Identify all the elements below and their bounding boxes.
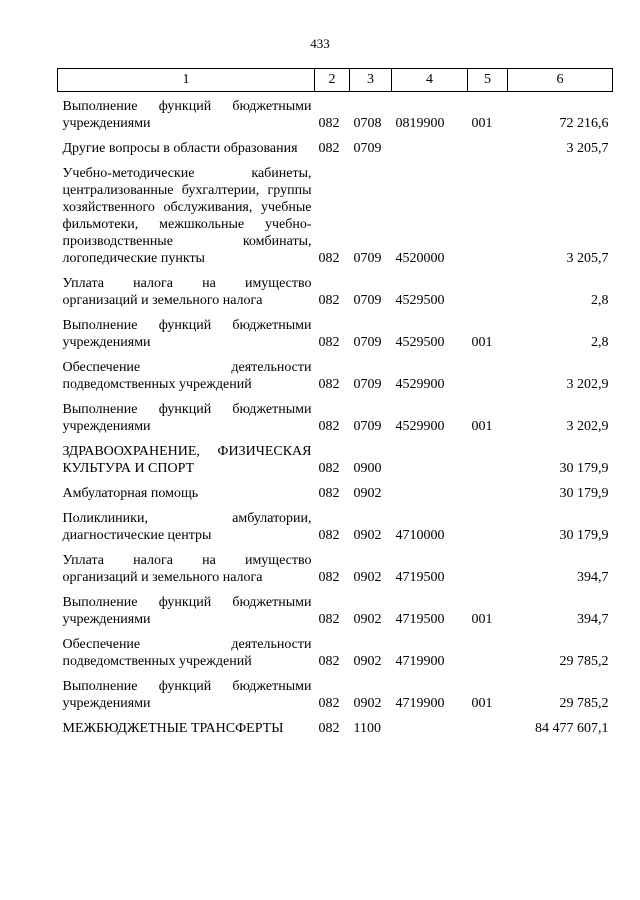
table-row <box>58 157 613 267</box>
row-description: Выполнение функций бюджетными учреждениями <box>62 99 312 131</box>
expense-type-code: 001 <box>471 116 493 131</box>
admin-code: 082 <box>318 696 340 711</box>
row-description: ЗДРАВООХРАНЕНИЕ, ФИЗИЧЕСКАЯ КУЛЬТУРА И СПОРТ <box>62 444 312 476</box>
target-article-code: 4719500 <box>395 570 445 585</box>
amount: 3 202,9 <box>566 419 609 434</box>
section-code: 0708 <box>353 116 382 131</box>
amount: 84 477 607,1 <box>535 721 609 736</box>
row-description: Уплата налога на имущество организаций и земельного налога <box>62 276 312 308</box>
table-row <box>58 309 613 351</box>
row-description: Амбулаторная помощь <box>62 486 199 501</box>
amount: 72 216,6 <box>559 116 609 131</box>
target-article-code: 0819900 <box>395 116 445 131</box>
row-description: Выполнение функций бюджетными учреждениями <box>62 679 312 711</box>
expense-type-code <box>468 351 508 393</box>
target-article-code: 4529500 <box>395 293 445 308</box>
expense-type-code <box>468 267 508 309</box>
amount: 2,8 <box>591 335 609 350</box>
section-code: 0902 <box>353 612 382 627</box>
target-article-code: 4520000 <box>395 251 445 266</box>
column-header: 5 <box>468 69 508 92</box>
amount: 29 785,2 <box>559 654 609 669</box>
target-article-code: 4529900 <box>395 377 445 392</box>
target-article-code <box>392 712 468 737</box>
admin-code: 082 <box>318 486 340 501</box>
admin-code: 082 <box>318 377 340 392</box>
target-article-code: 4719900 <box>395 654 445 669</box>
amount: 30 179,9 <box>559 486 609 501</box>
section-code: 1100 <box>353 721 381 736</box>
expense-type-code: 001 <box>471 612 493 627</box>
column-header: 2 <box>315 69 350 92</box>
table-row <box>58 712 613 737</box>
target-article-code <box>392 435 468 477</box>
target-article-code: 4529500 <box>395 335 445 350</box>
admin-code: 082 <box>318 528 340 543</box>
table-body <box>58 92 613 738</box>
section-code: 0902 <box>353 696 382 711</box>
admin-code: 082 <box>318 570 340 585</box>
admin-code: 082 <box>318 251 340 266</box>
amount: 394,7 <box>577 612 609 627</box>
section-code: 0902 <box>353 570 382 585</box>
expense-type-code: 001 <box>471 335 493 350</box>
table-row <box>58 628 613 670</box>
amount: 30 179,9 <box>559 528 609 543</box>
table-header <box>58 69 613 92</box>
table-row <box>58 351 613 393</box>
header-row <box>58 69 613 92</box>
expense-type-code: 001 <box>471 419 493 434</box>
section-code: 0902 <box>353 486 382 501</box>
table-row <box>58 670 613 712</box>
column-header: 3 <box>350 69 392 92</box>
row-description: Выполнение функций бюджетными учреждениями <box>62 595 312 627</box>
column-header: 6 <box>508 69 613 92</box>
expense-type-code <box>468 132 508 157</box>
target-article-code: 4710000 <box>395 528 445 543</box>
row-description: Выполнение функций бюджетными учреждениями <box>62 318 312 350</box>
section-code: 0900 <box>353 461 382 476</box>
section-code: 0709 <box>353 141 382 156</box>
section-code: 0709 <box>353 419 382 434</box>
admin-code: 082 <box>318 419 340 434</box>
admin-code: 082 <box>318 654 340 669</box>
table-row <box>58 132 613 157</box>
amount: 29 785,2 <box>559 696 609 711</box>
budget-table <box>57 68 613 737</box>
row-description: Обеспечение деятельности подведомственных учреждений <box>62 360 312 392</box>
admin-code: 082 <box>318 116 340 131</box>
section-code: 0709 <box>353 293 382 308</box>
row-description: Выполнение функций бюджетными учреждениями <box>62 402 312 434</box>
column-header: 4 <box>392 69 468 92</box>
column-header: 1 <box>58 69 315 92</box>
target-article-code: 4719900 <box>395 696 445 711</box>
section-code: 0709 <box>353 377 382 392</box>
admin-code: 082 <box>318 141 340 156</box>
admin-code: 082 <box>318 612 340 627</box>
row-description: Другие вопросы в области образования <box>62 141 298 156</box>
section-code: 0902 <box>353 654 382 669</box>
admin-code: 082 <box>318 335 340 350</box>
page-number: 433 <box>310 36 330 51</box>
expense-type-code <box>468 544 508 586</box>
expense-type-code <box>468 477 508 502</box>
table-row <box>58 92 613 133</box>
table-row <box>58 267 613 309</box>
section-code: 0709 <box>353 335 382 350</box>
expense-type-code <box>468 157 508 267</box>
expense-type-code <box>468 628 508 670</box>
expense-type-code <box>468 502 508 544</box>
amount: 30 179,9 <box>559 461 609 476</box>
row-description: Поликлиники, амбулатории, диагностические центры <box>62 511 312 543</box>
target-article-code: 4719500 <box>395 612 445 627</box>
row-description: Обеспечение деятельности подведомственных учреждений <box>62 637 312 669</box>
admin-code: 082 <box>318 293 340 308</box>
target-article-code <box>392 477 468 502</box>
row-description: Уплата налога на имущество организаций и земельного налога <box>62 553 312 585</box>
table-row <box>58 544 613 586</box>
target-article-code: 4529900 <box>395 419 445 434</box>
expense-type-code: 001 <box>471 696 493 711</box>
target-article-code <box>392 132 468 157</box>
table-row <box>58 502 613 544</box>
admin-code: 082 <box>318 461 340 476</box>
table-row <box>58 393 613 435</box>
admin-code: 082 <box>318 721 340 736</box>
amount: 3 205,7 <box>566 141 609 156</box>
row-description: Учебно-методические кабинеты, централизованные бухгалтерии, группы хозяйственного обслуживания, учебные фильмотеки, межшкольные учебно-производственные комбинаты, логопедические пункты <box>62 166 312 266</box>
section-code: 0709 <box>353 251 382 266</box>
amount: 3 202,9 <box>566 377 609 392</box>
amount: 2,8 <box>591 293 609 308</box>
section-code: 0902 <box>353 528 382 543</box>
expense-type-code <box>468 435 508 477</box>
table-row <box>58 477 613 502</box>
expense-type-code <box>468 712 508 737</box>
amount: 3 205,7 <box>566 251 609 266</box>
amount: 394,7 <box>577 570 609 585</box>
table-row <box>58 586 613 628</box>
row-description: МЕЖБЮДЖЕТНЫЕ ТРАНСФЕРТЫ <box>62 721 284 736</box>
table-row <box>58 435 613 477</box>
